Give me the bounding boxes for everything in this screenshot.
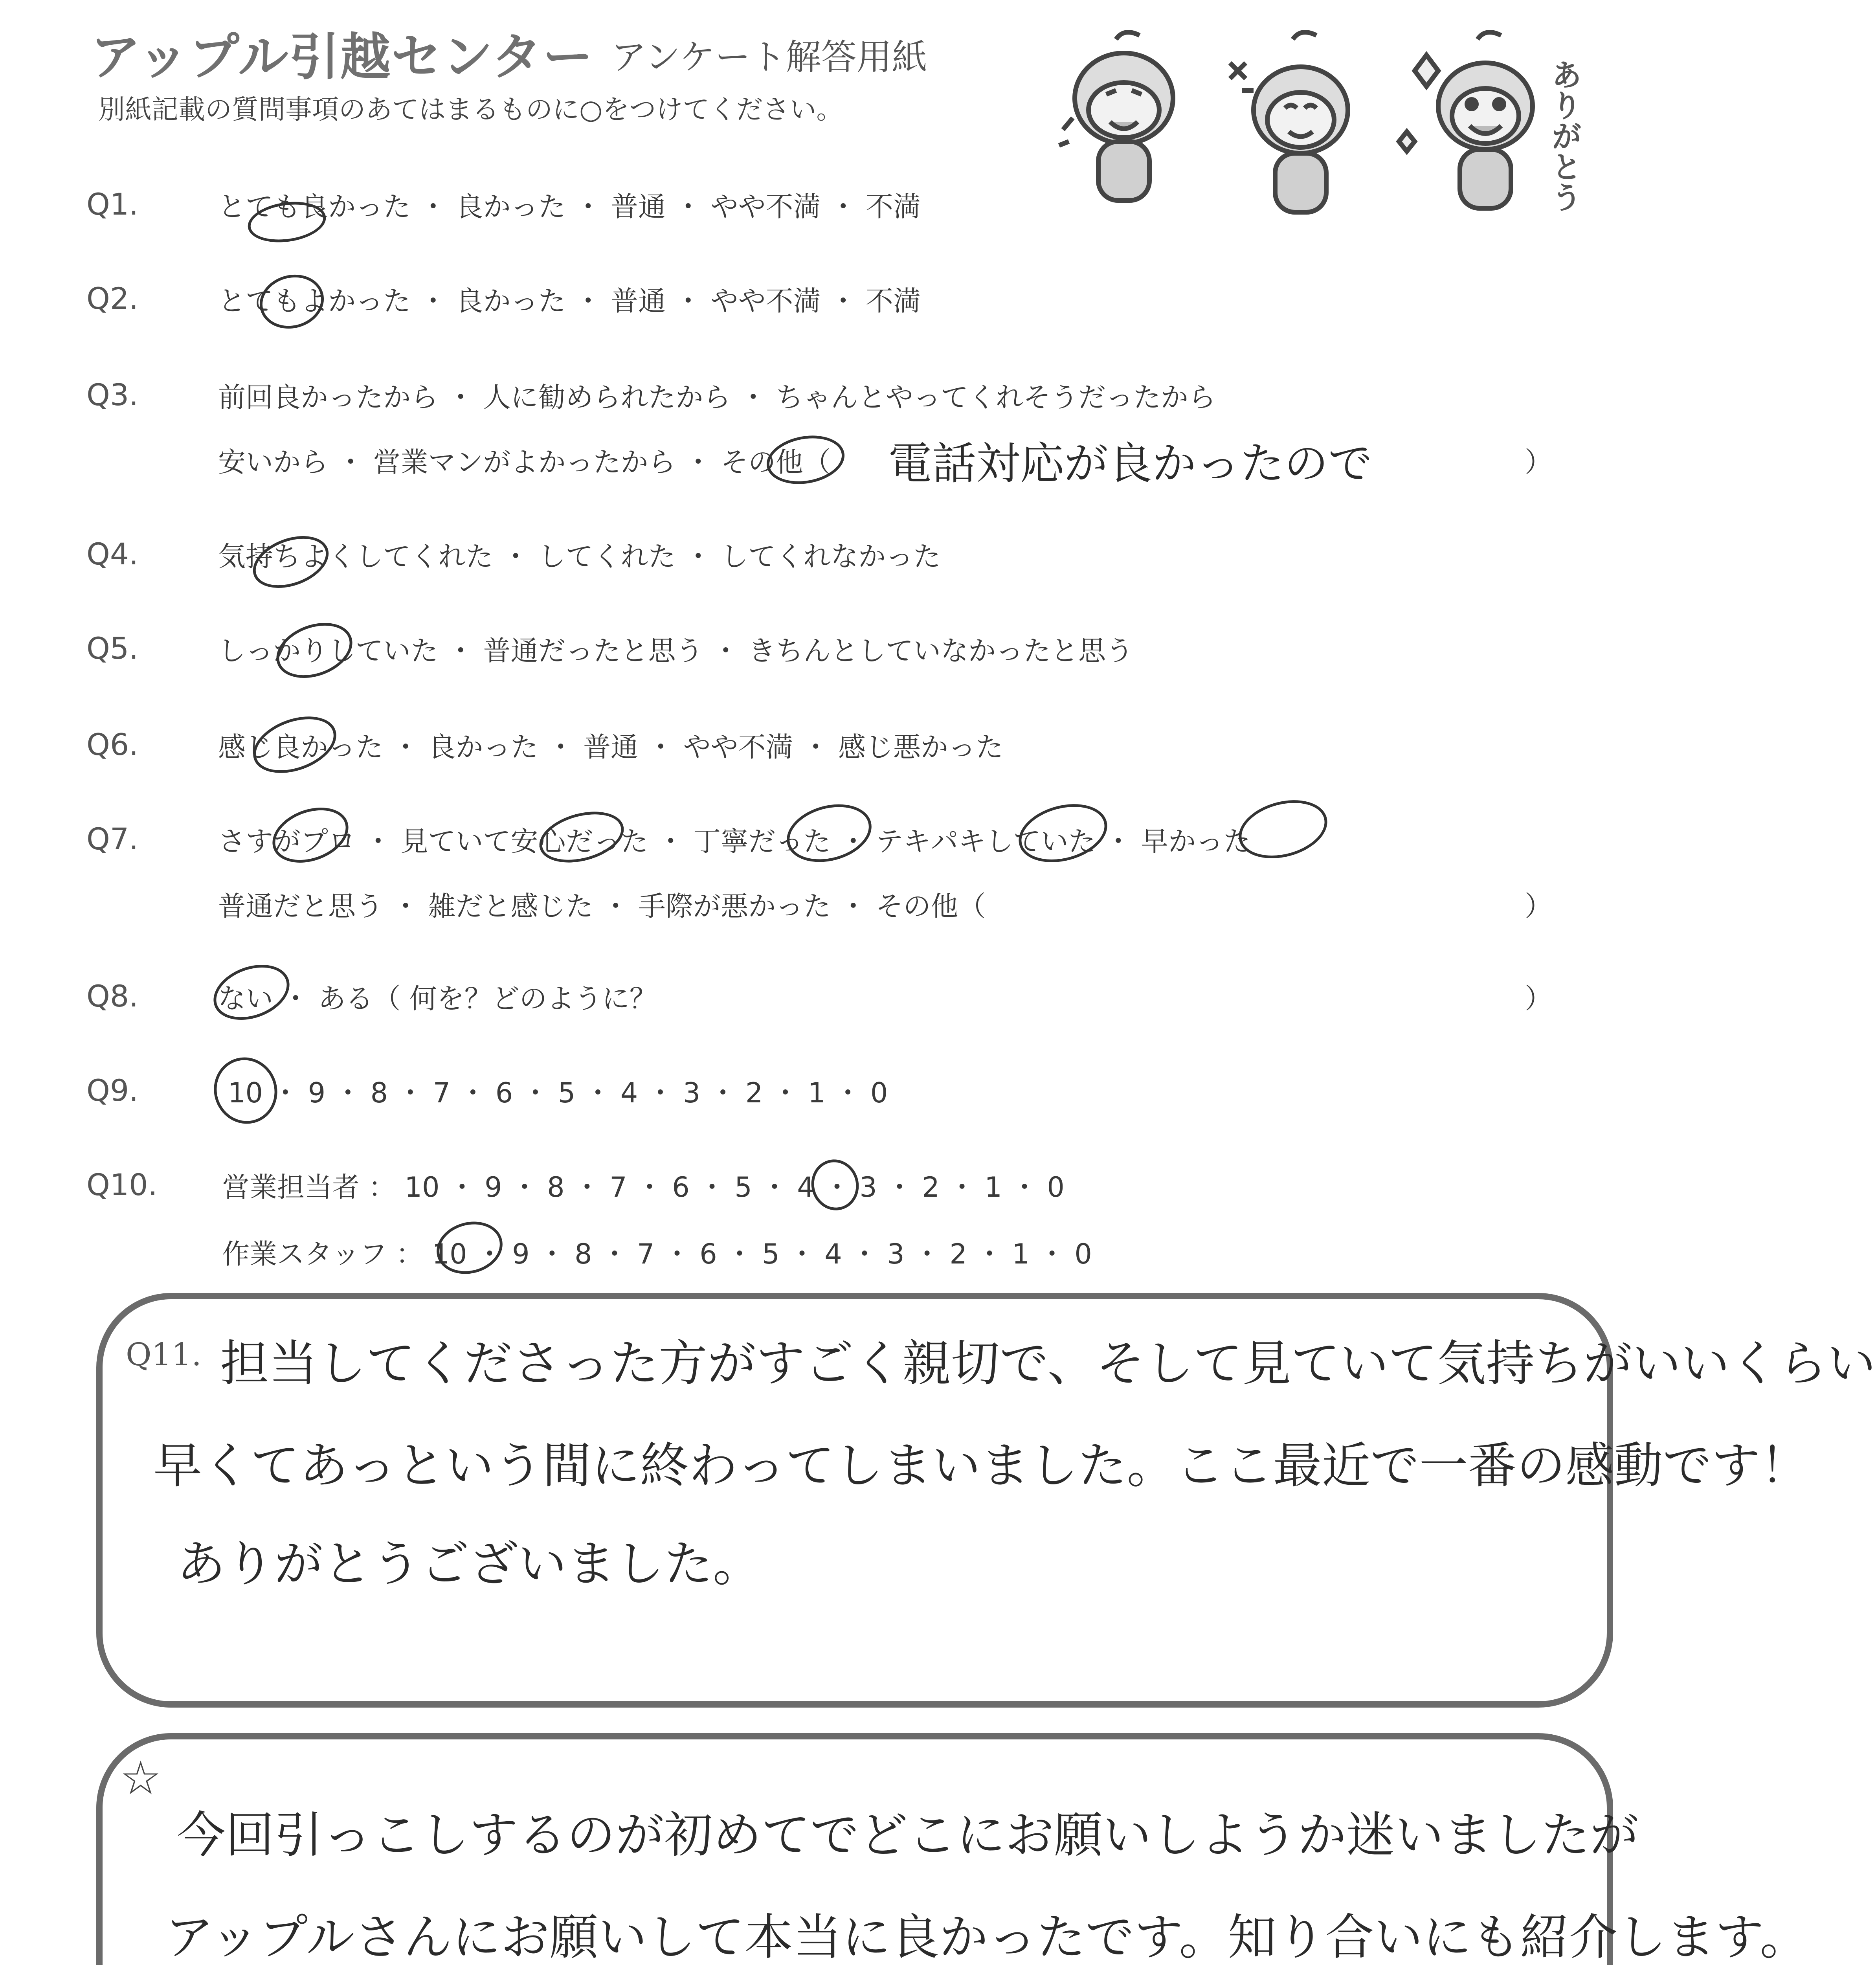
q7-label: Q7. — [86, 821, 139, 856]
q11-line-1: 担当してくださった方がすごく親切で、そして見ていて気持ちがいいくらい — [220, 1335, 1876, 1392]
q7-options-line2: 普通だと思う ・ 雑だと感じた ・ 手際が悪かった ・ その他（ — [218, 890, 986, 922]
q3-answer-circle — [763, 430, 848, 490]
q11-label: Q11. — [126, 1336, 202, 1373]
q8-label: Q8. — [86, 979, 139, 1014]
q11-line-3: ありがとうございました。 — [177, 1536, 762, 1592]
q2-label: Q2. — [86, 281, 139, 316]
q10-staff-scale: 作業スタッフ ： 10 ・ 9 ・ 8 ・ 7 ・ 6 ・ 5 ・ 4 ・ 3 ・ 2 ・ 1 ・ 0 — [222, 1238, 1092, 1270]
q10-sales-scale: 営業担当者 ： 10 ・ 9 ・ 8 ・ 7 ・ 6 ・ 5 ・ 4 ・ 3 ・ 2 ・ 1 ・ 0 — [222, 1171, 1065, 1203]
q7-answer-circle-3 — [780, 795, 878, 871]
q9-label: Q9. — [86, 1073, 139, 1108]
q7-close-paren: ） — [1525, 890, 1552, 922]
form-subtitle: アンケート解答用紙 — [611, 37, 927, 78]
q3-other-handwritten: 電話対応が良かったので — [888, 438, 1372, 489]
q4-label: Q4. — [86, 536, 139, 571]
q2-answer-circle — [253, 268, 330, 336]
comment-line-1: 今回引っこしするのが初めてでどこにお願いしようか迷いましたが — [177, 1807, 1639, 1864]
mascot-center-icon — [1230, 32, 1348, 212]
q9-answer-circle — [205, 1049, 286, 1133]
mascot-illustration — [1061, 24, 1595, 228]
q7-answer-circle-4 — [1012, 795, 1114, 872]
form-title: アップル引越センター — [90, 28, 594, 86]
q8-options: ない ・ ある（ 何を？どのように？ — [218, 982, 657, 1015]
q1-options: とても良かった ・ 良かった ・ 普通 ・ やや不満 ・ 不満 — [218, 191, 921, 223]
q5-label: Q5. — [86, 631, 139, 666]
mascot-caption: ありがとう — [1546, 59, 1582, 212]
q3-close-paren: ） — [1525, 446, 1552, 478]
q7-answer-circle-1 — [265, 798, 356, 873]
q9-scale: 10 ・ 9 ・ 8 ・ 7 ・ 6 ・ 5 ・ 4 ・ 3 ・ 2 ・ 1 ・ 0 — [228, 1077, 888, 1109]
q1-label: Q1. — [86, 187, 139, 222]
comment-line-2: アップルさんにお願いして本当に良かったです。知り合いにも紹介します。 — [165, 1909, 1809, 1965]
q6-answer-circle — [245, 706, 344, 783]
q10-sales-answer-circle — [806, 1154, 865, 1216]
q7-options-line1: さすがプロ ・ 見ていて安心だった ・ 丁寧だった ・ テキパキしていた ・ 早かった — [218, 825, 1251, 858]
mascot-left-icon — [1059, 32, 1173, 200]
q11-line-2: 早くてあっという間に終わってしまいました。ここ最近で一番の感動です！ — [153, 1438, 1809, 1494]
q6-label: Q6. — [86, 727, 139, 762]
q7-answer-circle-2 — [534, 803, 630, 871]
q5-answer-circle — [269, 613, 360, 688]
q8-close-paren: ） — [1525, 982, 1552, 1015]
instruction-text: 別紙記載の質問事項のあてはまるものに○をつけてください。 — [98, 94, 843, 125]
star-icon: ☆ — [120, 1751, 162, 1805]
q3-options-line1: 前回良かったから ・ 人に勧められたから ・ ちゃんとやってくれそうだったから — [218, 381, 1216, 413]
q4-options: 気持ちよくしてくれた ・ してくれた ・ してくれなかった — [218, 540, 941, 573]
q10-label: Q10. — [86, 1167, 158, 1202]
mascot-right-icon — [1399, 32, 1533, 208]
q3-label: Q3. — [86, 377, 139, 412]
q2-options: とてもよかった ・ 良かった ・ 普通 ・ やや不満 ・ 不満 — [218, 285, 921, 317]
q8-answer-circle — [206, 955, 297, 1030]
q6-options: 感じ良かった ・ 良かった ・ 普通 ・ やや不満 ・ 感じ悪かった — [218, 731, 1004, 763]
q3-options-line2: 安いから ・ 営業マンがよかったから ・ その他（ — [218, 446, 831, 478]
q5-options: しっかりしていた ・ 普通だったと思う ・ きちんとしていなかったと思う — [218, 635, 1134, 667]
